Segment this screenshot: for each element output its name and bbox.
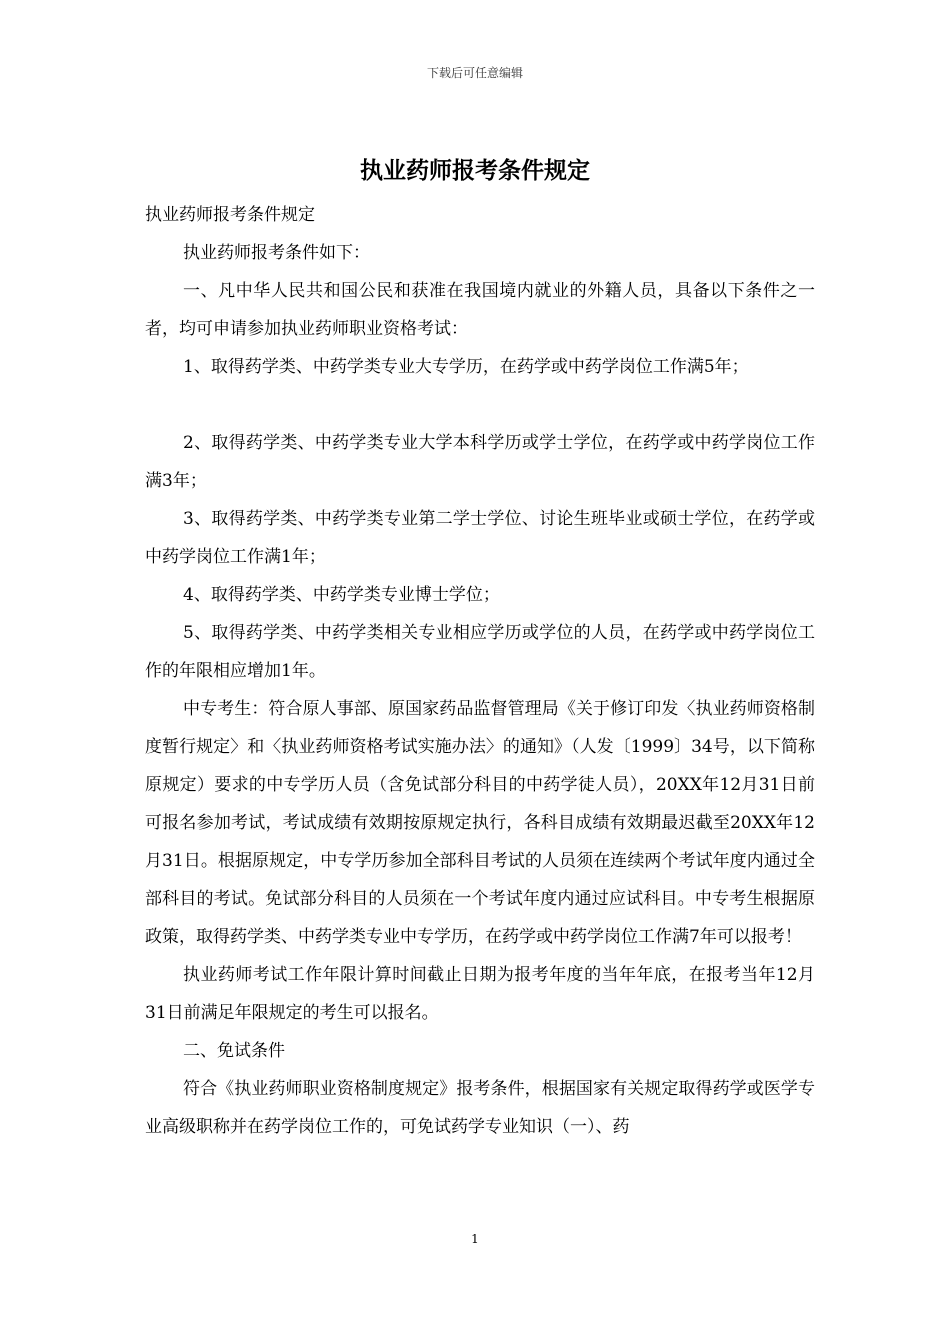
document-body <box>145 196 815 1146</box>
paragraph-section-2: 二、免试条件 <box>183 1041 285 1061</box>
paragraph-item-4: 4、取得药学类、中药学类专业博士学位； <box>183 585 500 605</box>
page-number: 1 <box>471 1232 479 1246</box>
header-note: 下载后可任意编辑 <box>426 66 523 80</box>
paragraph-vocational: 中专考生：符合原人事部、原国家药品监督管理局《关于修订印发〈执业药师资格制度暂行规定〉和〈执业药师资格考试实施办法〉的通知》（人发〔1999〕34号，以下简称原规定）要求的中专学历人员（含免试部分科目的中药学徒人员），20XX年12月31日前可报名参加考试，考试成绩有效期按原规定执行，各科目成绩有效期最迟截至20XX年12月31日。根据原规定，中专学历参加全部科目考试的人员须在连续两个考试年度内通过全部科目的考试。免试部分科目的人员须在一个考试年度内通过应试科目。中专考生根据原政策，取得药学类、中药学类专业中专学历，在药学或中药学岗位工作满7年可以报考！ <box>145 699 815 947</box>
document-title: 执业药师报考条件规定 <box>360 158 590 184</box>
blank-line <box>145 386 815 424</box>
paragraph-intro: 执业药师报考条件如下： <box>183 243 370 263</box>
paragraph-subtitle: 执业药师报考条件规定 <box>145 205 315 225</box>
paragraph-section-1: 一、凡中华人民共和国公民和获准在我国境内就业的外籍人员，具备以下条件之一者，均可申请参加执业药师职业资格考试： <box>145 281 815 339</box>
paragraph-item-2: 2、取得药学类、中药学类专业大学本科学历或学士学位，在药学或中药学岗位工作满3年； <box>145 433 815 491</box>
paragraph-item-3: 3、取得药学类、中药学类专业第二学士学位、讨论生班毕业或硕士学位，在药学或中药学岗位工作满1年； <box>145 509 815 567</box>
paragraph-deadline: 执业药师考试工作年限计算时间截止日期为报考年度的当年年底，在报考当年12月31日前满足年限规定的考生可以报名。 <box>145 965 815 1023</box>
paragraph-exemption: 符合《执业药师职业资格制度规定》报考条件，根据国家有关规定取得药学或医学专业高级职称并在药学岗位工作的，可免试药学专业知识（一）、药 <box>145 1079 815 1137</box>
paragraph-item-1: 1、取得药学类、中药学类专业大专学历，在药学或中药学岗位工作满5年； <box>183 357 749 377</box>
paragraph-item-5: 5、取得药学类、中药学类相关专业相应学历或学位的人员，在药学或中药学岗位工作的年限相应增加1年。 <box>145 623 815 681</box>
